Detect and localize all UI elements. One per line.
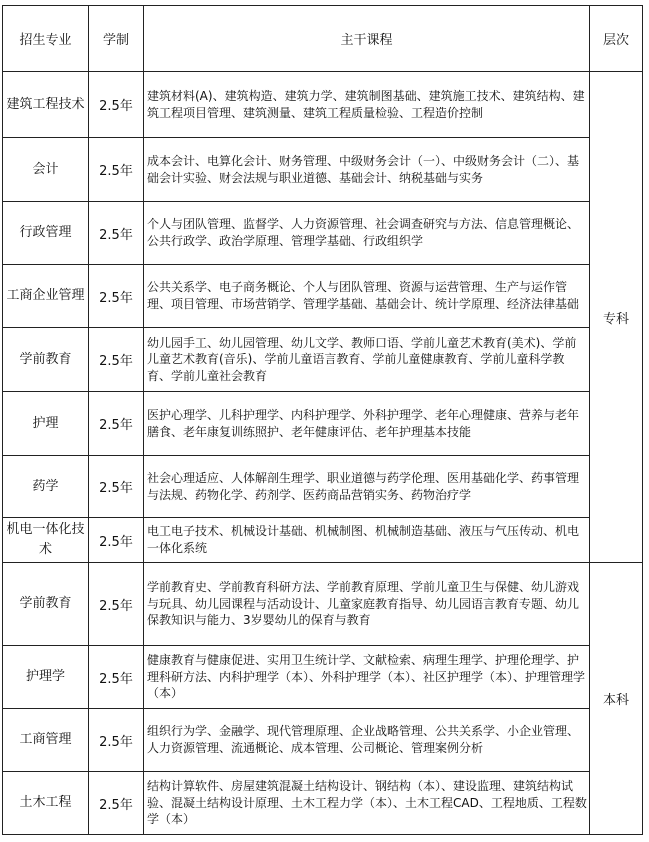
table-row (3, 392, 643, 456)
years-cell: 2.5年 (89, 646, 144, 709)
years-cell: 2.5年 (89, 72, 144, 138)
program-table (2, 5, 643, 835)
major-cell: 建筑工程技术 (3, 72, 89, 138)
table-row (3, 328, 643, 392)
table-row (3, 456, 643, 518)
table-row (3, 563, 643, 646)
header-level: 层次 (590, 6, 643, 72)
major-cell: 机电一体化技术 (3, 518, 89, 563)
major-cell: 学前教育 (3, 563, 89, 646)
courses-cell: 结构计算软件、房屋建筑混凝土结构设计、钢结构（本）、建设监理、建筑结构试验、混凝土结构设计原理、土木工程力学（本）、土木工程CAD、工程地质、工程数学（本） (144, 772, 590, 835)
courses-cell: 公共关系学、电子商务概论、个人与团队管理、资源与运营管理、生产与运作管理、项目管理、市场营销学、管理学基础、基础会计、统计学原理、经济法律基础 (144, 265, 590, 328)
years-cell: 2.5年 (89, 265, 144, 328)
table-row (3, 772, 643, 835)
major-cell: 行政管理 (3, 202, 89, 265)
table-row (3, 646, 643, 709)
years-cell: 2.5年 (89, 563, 144, 646)
years-cell: 2.5年 (89, 772, 144, 835)
header-years: 学制 (89, 6, 144, 72)
major-cell: 土木工程 (3, 772, 89, 835)
years-cell: 2.5年 (89, 518, 144, 563)
table-row (3, 202, 643, 265)
years-cell: 2.5年 (89, 709, 144, 772)
level-cell-benke: 本科 (590, 563, 643, 835)
courses-cell: 组织行为学、金融学、现代管理原理、企业战略管理、公共关系学、小企业管理、人力资源管理、流通概论、成本管理、公司概论、管理案例分析 (144, 709, 590, 772)
years-cell: 2.5年 (89, 328, 144, 392)
years-cell: 2.5年 (89, 456, 144, 518)
courses-cell: 医护心理学、儿科护理学、内科护理学、外科护理学、老年心理健康、营养与老年膳食、老年康复训练照护、老年健康评估、老年护理基本技能 (144, 392, 590, 456)
courses-cell: 幼儿园手工、幼儿园管理、幼儿文学、教师口语、学前儿童艺术教育(美术)、学前儿童艺术教育(音乐)、学前儿童语言教育、学前儿童健康教育、学前儿童科学教育、学前儿童社会教育 (144, 328, 590, 392)
level-cell-zhuanke: 专科 (590, 72, 643, 563)
major-cell: 护理学 (3, 646, 89, 709)
major-cell: 学前教育 (3, 328, 89, 392)
table-row (3, 518, 643, 563)
courses-cell: 电工电子技术、机械设计基础、机械制图、机械制造基础、液压与气压传动、机电一体化系统 (144, 518, 590, 563)
courses-cell: 学前教育史、学前教育科研方法、学前教育原理、学前儿童卫生与保健、幼儿游戏与玩具、幼儿园课程与活动设计、儿童家庭教育指导、幼儿园语言教育专题、幼儿保教知识与能力、3岁婴幼儿的保育与教育 (144, 563, 590, 646)
courses-cell: 个人与团队管理、监督学、人力资源管理、社会调查研究与方法、信息管理概论、公共行政学、政治学原理、管理学基础、行政组织学 (144, 202, 590, 265)
table-row (3, 709, 643, 772)
table-header-row (3, 6, 643, 72)
table-row (3, 265, 643, 328)
major-cell: 护理 (3, 392, 89, 456)
table-row (3, 72, 643, 138)
table-row (3, 138, 643, 202)
years-cell: 2.5年 (89, 138, 144, 202)
header-courses: 主干课程 (144, 6, 590, 72)
courses-cell: 成本会计、电算化会计、财务管理、中级财务会计（一）、中级财务会计（二）、基础会计实验、财会法规与职业道德、基础会计、纳税基础与实务 (144, 138, 590, 202)
courses-cell: 社会心理适应、人体解剖生理学、职业道德与药学伦理、医用基础化学、药事管理与法规、药物化学、药剂学、医药商品营销实务、药物治疗学 (144, 456, 590, 518)
courses-cell: 建筑材料(A)、建筑构造、建筑力学、建筑制图基础、建筑施工技术、建筑结构、建筑工程项目管理、建筑测量、建筑工程质量检验、工程造价控制 (144, 72, 590, 138)
header-major: 招生专业 (3, 6, 89, 72)
years-cell: 2.5年 (89, 202, 144, 265)
major-cell: 会计 (3, 138, 89, 202)
years-cell: 2.5年 (89, 392, 144, 456)
major-cell: 药学 (3, 456, 89, 518)
major-cell: 工商企业管理 (3, 265, 89, 328)
major-cell: 工商管理 (3, 709, 89, 772)
courses-cell: 健康教育与健康促进、实用卫生统计学、文献检索、病理生理学、护理伦理学、护理科研方法、内科护理学（本）、外科护理学（本）、社区护理学（本）、护理管理学（本） (144, 646, 590, 709)
